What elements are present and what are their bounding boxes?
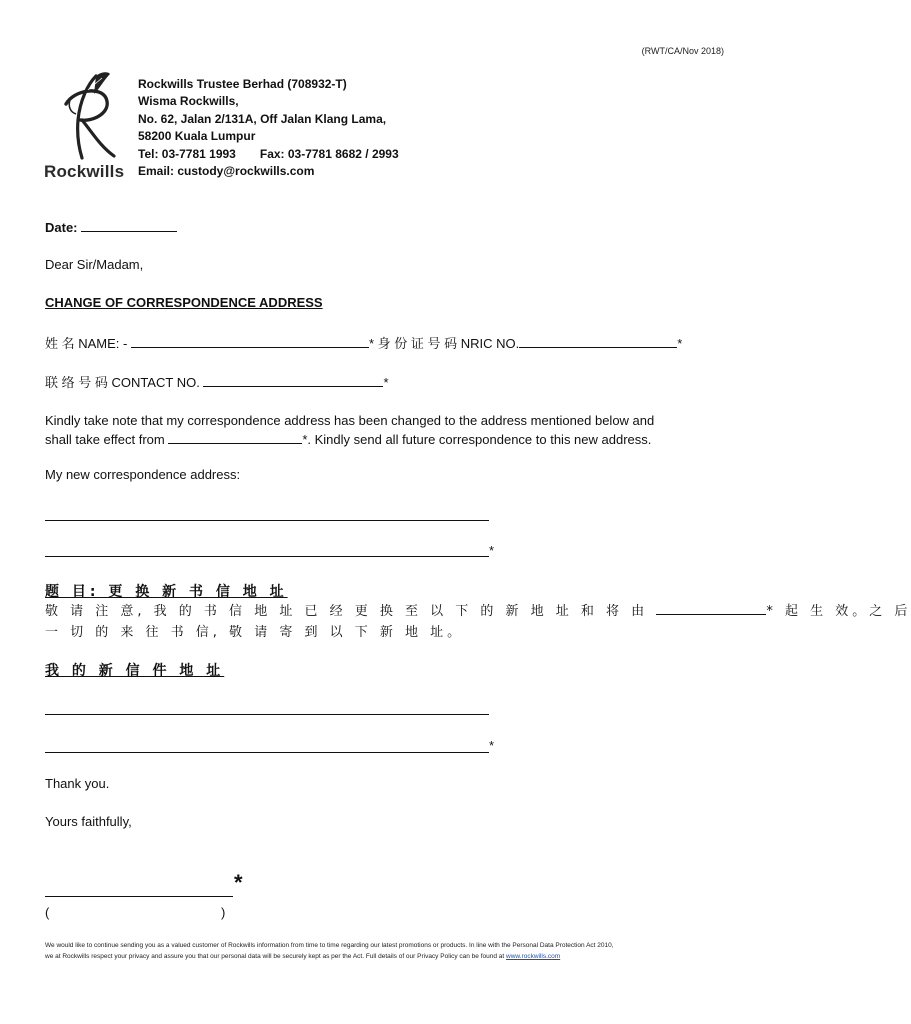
nric-asterisk: * — [677, 336, 683, 351]
thank-you-text: Thank you. — [45, 776, 110, 791]
contact-input-line[interactable] — [203, 374, 383, 387]
nric-label: 身 份 证 号 码 NRIC NO. — [377, 336, 520, 351]
logo-wordmark: Rockwills — [44, 162, 125, 181]
address-line-1[interactable] — [45, 520, 489, 521]
notice-line-2 — [45, 430, 654, 449]
cn-new-address-heading: 我 的 新 信 件 地 址 — [45, 663, 225, 679]
quill-R-logo-icon — [48, 70, 128, 165]
footer-line-2-text: we at Rockwills respect your privacy and assure you that our personal data will be securely kept as per the Act. Full details of our Privacy Policy can be found at — [45, 953, 505, 960]
salutation: Dear Sir/Madam, — [45, 257, 144, 272]
footer-line-1: We would like to continue sending you as a valued customer of Rockwills information from time to time regarding our latest promotions or products. In line with the Personal Data Protection Act 2010, — [45, 942, 614, 949]
nric-input-line[interactable] — [519, 335, 677, 348]
rockwills-logo — [44, 70, 128, 182]
name-label: 姓 名 NAME: - — [45, 336, 128, 351]
name-asterisk: * — [368, 336, 375, 351]
company-address-block — [138, 76, 399, 180]
subject-heading: CHANGE OF CORRESPONDENCE ADDRESS — [45, 295, 323, 310]
company-tel: Tel: 03-7781 1993 — [138, 146, 236, 161]
signature-line[interactable] — [45, 896, 233, 897]
notice-paragraph — [45, 411, 654, 449]
cn-notice-line-1 — [45, 601, 911, 622]
date-row — [45, 219, 177, 235]
notice-line-2-end: *. Kindly send all future correspondence to this new address. — [302, 432, 652, 447]
cn-address-line-1[interactable] — [45, 714, 489, 715]
company-street: No. 62, Jalan 2/131A, Off Jalan Klang Lama, — [138, 111, 387, 126]
cn-address-asterisk: * — [489, 738, 495, 753]
cn-notice-line-1-start: 敬 请 注 意, 我 的 书 信 地 址 已 经 更 换 至 以 下 的 新 地 址 和 将 由 — [45, 604, 649, 619]
privacy-footer — [45, 940, 614, 962]
cn-effective-date-input-line[interactable] — [656, 602, 766, 615]
contact-row — [45, 372, 389, 391]
cn-notice-line-2: 一 切 的 来 往 书 信, 敬 请 寄 到 以 下 新 地 址。 — [45, 625, 465, 640]
notice-effective-label: shall take effect from — [45, 432, 165, 447]
contact-asterisk: * — [383, 375, 389, 390]
company-city: 58200 Kuala Lumpur — [138, 129, 256, 144]
footer-website-link[interactable]: www.rockwills.com — [506, 953, 561, 960]
form-reference-code: (RWT/CA/Nov 2018) — [641, 46, 724, 56]
company-building: Wisma Rockwills, — [138, 94, 239, 109]
new-address-label: My new correspondence address: — [45, 467, 241, 482]
date-label: Date: — [45, 220, 78, 235]
cn-subject-heading: 题 目: 更 换 新 书 信 地 址 — [45, 584, 288, 600]
cn-notice-line-1-end: * 起 生 效。之 后 — [766, 604, 911, 619]
notice-line-1: Kindly take note that my correspondence address has been changed to the address mentioned below and — [45, 413, 655, 428]
name-paren-open: ( — [45, 905, 50, 920]
closing-text: Yours faithfully, — [45, 814, 132, 829]
signature-asterisk: * — [234, 870, 243, 895]
address-asterisk: * — [489, 543, 495, 558]
date-input-line[interactable] — [81, 219, 177, 232]
company-email: Email: custody@rockwills.com — [138, 164, 315, 179]
effective-date-input-line[interactable] — [168, 431, 302, 444]
cn-notice-paragraph — [45, 601, 911, 643]
company-fax: Fax: 03-7781 8682 / 2993 — [259, 146, 399, 161]
name-nric-row — [45, 333, 682, 352]
company-phone-fax — [138, 146, 399, 163]
name-paren-close: ) — [221, 905, 226, 920]
company-name: Rockwills Trustee Berhad (708932-T) — [138, 77, 347, 91]
footer-line-2 — [45, 951, 614, 962]
cn-address-line-2[interactable] — [45, 752, 489, 753]
name-input-line[interactable] — [131, 335, 369, 348]
contact-label: 联 络 号 码 CONTACT NO. — [45, 375, 200, 390]
address-line-2[interactable] — [45, 556, 489, 557]
